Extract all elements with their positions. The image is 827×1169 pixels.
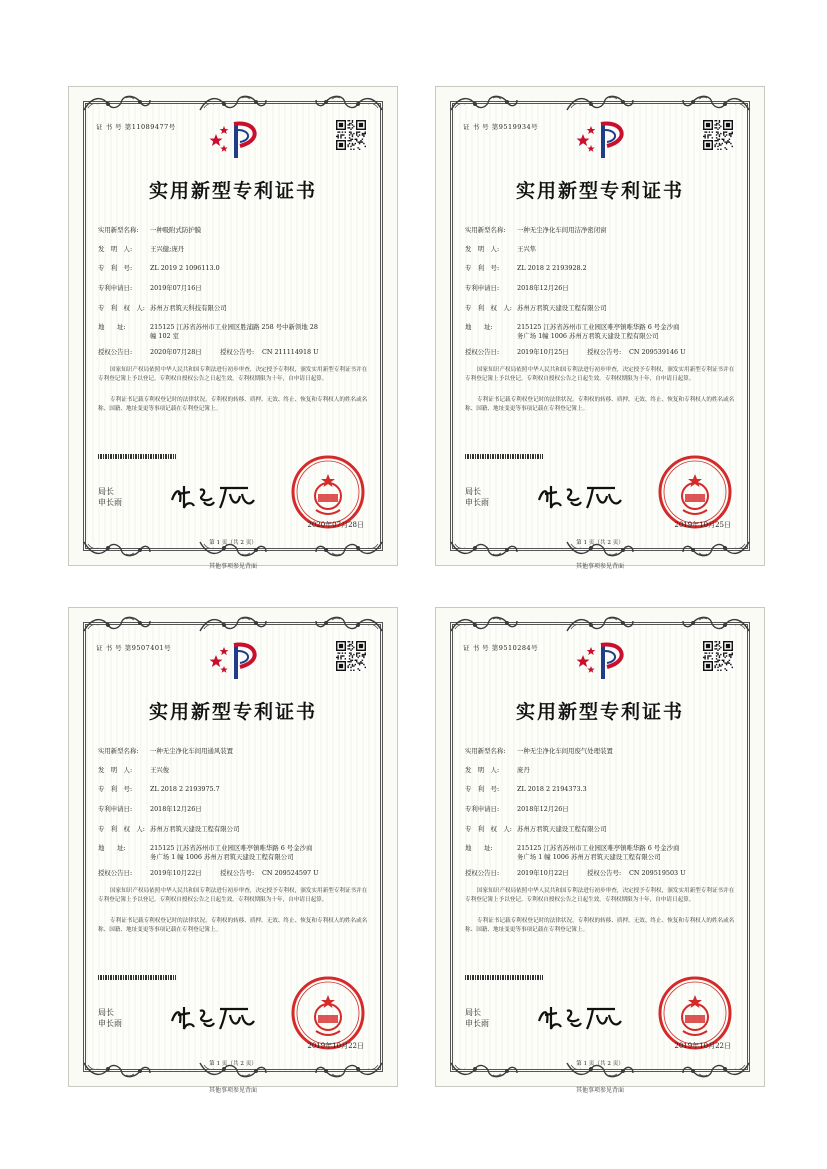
field-value: 2018年12月26日 (517, 805, 569, 813)
corner-ornament-icon (681, 615, 751, 633)
field-label: 地 址: (98, 844, 126, 852)
qr-code-icon (703, 120, 733, 150)
field-label: 专 利 权 人: (98, 304, 145, 312)
certificate-field (98, 304, 227, 313)
seal-date: 2020年07月28日 (307, 521, 364, 529)
field-label: 专 利 号: (465, 785, 500, 793)
certificate-field (465, 226, 606, 235)
field-label: 实用新型名称: (465, 226, 506, 234)
corner-ornament-icon (565, 94, 635, 112)
field-value: 苏州万君筑天建设工程有限公司 (517, 304, 607, 312)
barcode-icon (465, 454, 543, 459)
page-number: 第 1 页（共 2 页） (209, 1061, 257, 1067)
seal-date: 2019年10月25日 (674, 521, 731, 529)
official-seal-icon (290, 454, 366, 530)
field-label: 发 明 人: (465, 766, 500, 774)
address-field (465, 844, 685, 862)
certificate-title: 实用新型专利证书 (515, 180, 684, 202)
field-value: 苏州万君筑天科技有限公司 (150, 304, 227, 312)
field-label: 发 明 人: (98, 245, 133, 253)
announce-date: 2020年07月28日 (150, 348, 202, 356)
corner-ornament-icon (198, 94, 268, 112)
address-value: 215125 江苏省苏州市工业园区唯亭镇唯华路 6 号金沙商务广场 1 幢 1006 苏州万君筑天建设工程有限公司 (517, 844, 680, 861)
certificate-title: 实用新型专利证书 (515, 701, 684, 723)
field-label: 专 利 权 人: (465, 825, 512, 833)
field-label: 授权公告日: (465, 869, 500, 877)
official-seal-icon (657, 975, 733, 1051)
announce-number: CN 209519503 U (629, 869, 686, 877)
corner-ornament-icon (314, 615, 384, 633)
field-value: 苏州万君筑天建设工程有限公司 (517, 825, 607, 833)
field-label: 地 址: (465, 323, 493, 331)
certificate-frame (450, 101, 750, 551)
address-field (98, 844, 318, 862)
announce-number: CN 211114918 U (262, 348, 319, 356)
certificate-frame (83, 622, 383, 1072)
qr-code-icon (703, 641, 733, 671)
cnipa-logo-icon (571, 118, 635, 162)
chief-name: 申长雨 (465, 1019, 489, 1028)
statement-paragraph: 国家知识产权局依照中华人民共和国专利法进行初步审查，决定授予专利权，颁发实用新型专利证书并在专利登记簿上予以登记。专利权自授权公告之日起生效。专利权期限为十年，自申请日起算。 (465, 888, 735, 903)
field-value: ZL 2019 2 1096113.0 (150, 264, 220, 272)
chief-label: 局长 申长雨 (465, 1008, 489, 1028)
certificate-field (98, 264, 220, 273)
patent-certificate (435, 86, 765, 566)
cnipa-logo-icon (571, 639, 635, 683)
signature-icon (535, 482, 625, 512)
statement-paragraph: 专利证书记载专利权登记时的法律状况。专利权的转移、质押、无效、终止、恢复和专利权人的姓名或名称、国籍、地址变更等事项记载在专利登记簿上。 (465, 397, 735, 412)
certificate-field (98, 226, 201, 235)
page-number: 第 1 页（共 2 页） (576, 540, 624, 546)
certificate-field (98, 284, 202, 293)
certificate-field (98, 785, 220, 794)
corner-ornament-icon (314, 94, 384, 112)
announcement-row (465, 869, 686, 878)
field-value: 一种无尘净化车间用通风装置 (150, 747, 234, 755)
signature-icon (168, 1003, 258, 1033)
certificate-field (465, 284, 569, 293)
field-value: 庞丹 (517, 766, 530, 774)
field-value: 2019年07月16日 (150, 284, 202, 292)
announcement-row (98, 869, 319, 878)
field-label: 专利申请日: (465, 284, 500, 292)
field-value: 一种无尘净化车间用洁净密闭窗 (517, 226, 607, 234)
field-label: 专利申请日: (465, 805, 500, 813)
official-seal-icon (290, 975, 366, 1051)
field-label: 授权公告号: (220, 348, 255, 356)
address-field (98, 323, 318, 341)
field-label: 授权公告日: (98, 869, 133, 877)
field-label: 授权公告日: (465, 348, 500, 356)
certificate-field (98, 805, 202, 814)
address-field (465, 323, 685, 341)
back-note: 其他事项参见背面 (208, 563, 257, 570)
address-value: 215125 江苏省苏州市工业园区胜浦路 258 号中新领地 28 幢 102 室 (150, 323, 318, 340)
field-value: 苏州万君筑天建设工程有限公司 (150, 825, 240, 833)
statement-paragraph: 专利证书记载专利权登记时的法律状况。专利权的转移、质押、无效、终止、恢复和专利权人的姓名或名称、国籍、地址变更等事项记载在专利登记簿上。 (465, 918, 735, 933)
field-value: 王兴健;庞丹 (150, 245, 185, 253)
field-value: ZL 2018 2 2194373.3 (517, 785, 587, 793)
statement-paragraph: 专利证书记载专利权登记时的法律状况。专利权的转移、质押、无效、终止、恢复和专利权人的姓名或名称、国籍、地址变更等事项记载在专利登记簿上。 (98, 397, 368, 412)
certificate-number: 证 书 号 第11089477号 (96, 123, 176, 131)
statement-paragraph: 国家知识产权局依照中华人民共和国专利法进行初步审查，决定授予专利权，颁发实用新型专利证书并在专利登记簿上予以登记。专利权自授权公告之日起生效。专利权期限为十年，自申请日起算。 (465, 367, 735, 382)
field-label: 专利申请日: (98, 805, 133, 813)
field-label: 实用新型名称: (465, 747, 506, 755)
field-value: 王兴俊 (150, 766, 170, 774)
certificate-field (465, 747, 613, 756)
certificate-number: 证 书 号 第9519934号 (463, 123, 539, 131)
statement-paragraph: 国家知识产权局依照中华人民共和国专利法进行初步审查，决定授予专利权，颁发实用新型专利证书并在专利登记簿上予以登记。专利权自授权公告之日起生效。专利权期限为十年，自申请日起算。 (98, 367, 368, 382)
back-note: 其他事项参见背面 (208, 1087, 257, 1094)
certificate-field (465, 805, 569, 814)
back-note: 其他事项参见背面 (575, 1087, 624, 1094)
barcode-icon (98, 454, 176, 459)
field-value: 2018年12月26日 (150, 805, 202, 813)
announce-date: 2019年10月25日 (517, 348, 569, 356)
certificate-field (465, 304, 606, 313)
certificate-field (465, 825, 606, 834)
seal-date: 2019年10月22日 (307, 1042, 364, 1050)
signature-icon (535, 1003, 625, 1033)
announce-date: 2019年10月22日 (150, 869, 202, 877)
qr-code-icon (336, 641, 366, 671)
qr-code-icon (336, 120, 366, 150)
signature-icon (168, 482, 258, 512)
field-label: 专 利 号: (98, 264, 133, 272)
certificate-number: 证 书 号 第9507401号 (96, 644, 172, 652)
cnipa-logo-icon (204, 118, 268, 162)
address-value: 215125 江苏省苏州市工业园区唯亭镇唯华路 6 号金沙商务广场 1 幢 1006 苏州万君筑天建设工程有限公司 (150, 844, 313, 861)
address-value: 215125 江苏省苏州市工业园区唯亭镇唯华路 6 号金沙商务广场 1幢 1006 苏州万君筑天建设工程有限公司 (517, 323, 680, 340)
statement-paragraph: 国家知识产权局依照中华人民共和国专利法进行初步审查，决定授予专利权，颁发实用新型专利证书并在专利登记簿上予以登记。专利权自授权公告之日起生效。专利权期限为十年，自申请日起算。 (98, 888, 368, 903)
barcode-icon (98, 975, 176, 980)
field-label: 地 址: (465, 844, 493, 852)
chief-label: 局长 申长雨 (98, 1008, 122, 1028)
corner-ornament-icon (565, 615, 635, 633)
chief-label: 局长 申长雨 (98, 487, 122, 507)
certificate-field (98, 825, 239, 834)
corner-ornament-icon (198, 615, 268, 633)
announce-number: CN 209524597 U (262, 869, 319, 877)
certificate-frame (83, 101, 383, 551)
chief-name: 申长雨 (98, 1019, 122, 1028)
field-label: 专 利 号: (98, 785, 133, 793)
cnipa-logo-icon (204, 639, 268, 683)
certificate-field (98, 747, 233, 756)
field-label: 专 利 号: (465, 264, 500, 272)
page-number: 第 1 页（共 2 页） (209, 540, 257, 546)
field-value: ZL 2018 2 2193975.7 (150, 785, 220, 793)
certificate-field (465, 245, 536, 254)
patent-certificate (68, 607, 398, 1087)
field-value: ZL 2018 2 2193928.2 (517, 264, 587, 272)
certificate-field (465, 264, 587, 273)
field-value: 2018年12月26日 (517, 284, 569, 292)
patent-certificate (435, 607, 765, 1087)
field-label: 发 明 人: (98, 766, 133, 774)
announce-number: CN 209539146 U (629, 348, 686, 356)
field-label: 实用新型名称: (98, 747, 139, 755)
field-value: 一种吸附式防护膜 (150, 226, 202, 234)
corner-ornament-icon (449, 615, 519, 633)
field-label: 授权公告日: (98, 348, 133, 356)
field-label: 实用新型名称: (98, 226, 139, 234)
certificate-field (98, 766, 169, 775)
patent-certificate (68, 86, 398, 566)
field-label: 专 利 权 人: (465, 304, 512, 312)
field-value: 一种无尘净化车间用废气处理装置 (517, 747, 613, 755)
chief-label: 局长 申长雨 (465, 487, 489, 507)
certificate-field (465, 766, 530, 775)
page-number: 第 1 页（共 2 页） (576, 1061, 624, 1067)
chief-name: 申长雨 (465, 498, 489, 507)
back-note: 其他事项参见背面 (575, 563, 624, 570)
announcement-row (98, 348, 319, 357)
barcode-icon (465, 975, 543, 980)
seal-date: 2019年10月22日 (674, 1042, 731, 1050)
certificate-frame (450, 622, 750, 1072)
certificate-number: 证 书 号 第9510284号 (463, 644, 539, 652)
corner-ornament-icon (681, 94, 751, 112)
corner-ornament-icon (449, 94, 519, 112)
certificate-title: 实用新型专利证书 (148, 180, 317, 202)
field-label: 发 明 人: (465, 245, 500, 253)
corner-ornament-icon (82, 94, 152, 112)
announcement-row (465, 348, 686, 357)
field-label: 授权公告号: (587, 869, 622, 877)
certificate-field (465, 785, 587, 794)
announce-date: 2019年10月22日 (517, 869, 569, 877)
statement-paragraph: 专利证书记载专利权登记时的法律状况。专利权的转移、质押、无效、终止、恢复和专利权人的姓名或名称、国籍、地址变更等事项记载在专利登记簿上。 (98, 918, 368, 933)
official-seal-icon (657, 454, 733, 530)
field-label: 专 利 权 人: (98, 825, 145, 833)
field-value: 王兴隼 (517, 245, 537, 253)
field-label: 授权公告号: (220, 869, 255, 877)
corner-ornament-icon (82, 615, 152, 633)
field-label: 地 址: (98, 323, 126, 331)
field-label: 专利申请日: (98, 284, 133, 292)
certificate-title: 实用新型专利证书 (148, 701, 317, 723)
chief-name: 申长雨 (98, 498, 122, 507)
certificate-field (98, 245, 184, 254)
field-label: 授权公告号: (587, 348, 622, 356)
